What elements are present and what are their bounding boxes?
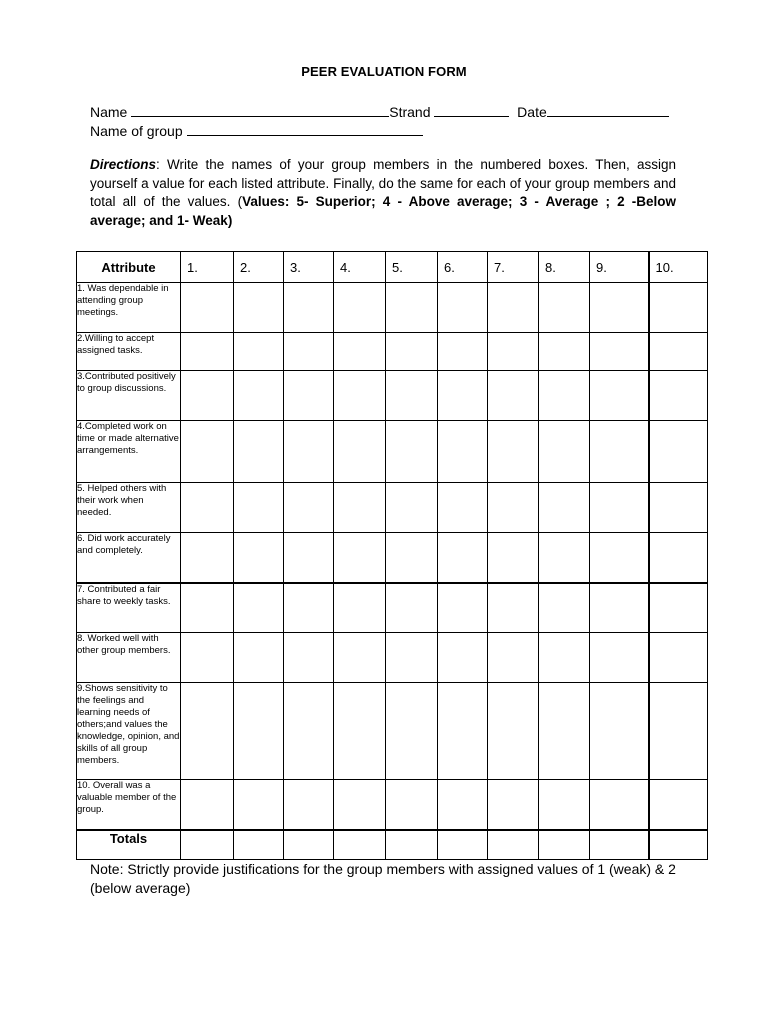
rating-cell[interactable]	[649, 780, 708, 830]
name-strand-date-line	[90, 102, 669, 120]
rating-cell[interactable]	[181, 283, 234, 333]
rating-cell[interactable]	[284, 583, 334, 633]
rating-cell[interactable]	[284, 780, 334, 830]
table-row	[77, 533, 708, 583]
rating-cell[interactable]	[438, 583, 488, 633]
rating-cell[interactable]	[386, 371, 438, 421]
attribute-label: 9.Shows sensitivity to the feelings and learning needs of others;and values the knowledge, opinion, and skills of all group members.	[77, 683, 181, 780]
rating-cell[interactable]	[181, 483, 234, 533]
rating-cell[interactable]	[649, 583, 708, 633]
rating-cell[interactable]	[539, 421, 590, 483]
rating-cell[interactable]	[488, 371, 539, 421]
rating-cell[interactable]	[488, 780, 539, 830]
table-row	[77, 483, 708, 533]
table-row	[77, 780, 708, 830]
rating-cell[interactable]	[539, 633, 590, 683]
rating-cell[interactable]	[334, 333, 386, 371]
rating-cell[interactable]	[488, 283, 539, 333]
rating-cell[interactable]	[438, 780, 488, 830]
rating-cell[interactable]	[649, 283, 708, 333]
rating-cell[interactable]	[334, 583, 386, 633]
rating-cell[interactable]	[590, 483, 649, 533]
total-cell[interactable]	[488, 830, 539, 860]
rating-cell[interactable]	[386, 483, 438, 533]
attribute-label: 7. Contributed a fair share to weekly tasks.	[77, 583, 181, 633]
strand-field[interactable]	[434, 102, 509, 117]
rating-cell[interactable]	[590, 371, 649, 421]
total-cell[interactable]	[649, 830, 708, 860]
total-cell[interactable]	[438, 830, 488, 860]
rating-cell[interactable]	[539, 780, 590, 830]
rating-cell[interactable]	[386, 421, 438, 483]
table-header-row	[77, 252, 708, 283]
rating-cell[interactable]	[649, 683, 708, 780]
rating-cell[interactable]	[334, 483, 386, 533]
rating-cell[interactable]	[590, 333, 649, 371]
rating-cell[interactable]	[438, 371, 488, 421]
rating-cell[interactable]	[438, 633, 488, 683]
table-row	[77, 583, 708, 633]
rating-cell[interactable]	[181, 333, 234, 371]
rating-cell[interactable]	[334, 633, 386, 683]
rating-cell[interactable]	[488, 583, 539, 633]
total-cell[interactable]	[284, 830, 334, 860]
rating-cell[interactable]	[590, 283, 649, 333]
attribute-label: 3.Contributed positively to group discussions.	[77, 371, 181, 421]
rating-cell[interactable]	[590, 533, 649, 583]
rating-cell[interactable]	[539, 333, 590, 371]
directions-paragraph	[90, 156, 676, 230]
rating-cell[interactable]	[386, 533, 438, 583]
rating-cell[interactable]	[438, 683, 488, 780]
member-column-header: 5.	[386, 252, 438, 283]
rating-cell[interactable]	[386, 583, 438, 633]
rating-cell[interactable]	[181, 533, 234, 583]
member-column-header: 10.	[649, 252, 708, 283]
rating-cell[interactable]	[539, 683, 590, 780]
rating-cell[interactable]	[488, 333, 539, 371]
rating-cell[interactable]	[386, 683, 438, 780]
rating-cell[interactable]	[649, 421, 708, 483]
rating-cell[interactable]	[284, 283, 334, 333]
rating-cell[interactable]	[488, 483, 539, 533]
name-field[interactable]	[131, 102, 389, 117]
rating-cell[interactable]	[649, 371, 708, 421]
member-column-header: 3.	[284, 252, 334, 283]
rating-cell[interactable]	[284, 371, 334, 421]
total-cell[interactable]	[539, 830, 590, 860]
member-column-header: 2.	[234, 252, 284, 283]
rating-cell[interactable]	[488, 683, 539, 780]
total-cell[interactable]	[181, 830, 234, 860]
rating-cell[interactable]	[488, 533, 539, 583]
rating-cell[interactable]	[438, 421, 488, 483]
rating-cell[interactable]	[590, 583, 649, 633]
rating-cell[interactable]	[539, 371, 590, 421]
form-title: PEER EVALUATION FORM	[301, 64, 467, 79]
rating-cell[interactable]	[590, 683, 649, 780]
attribute-label: 2.Willing to accept assigned tasks.	[77, 333, 181, 371]
attribute-label: 8. Worked well with other group members.	[77, 633, 181, 683]
note-text: Note: Strictly provide justifications for the group members with assigned values of 1 (weak) & 2 (below average)	[90, 861, 676, 896]
strand-label: Strand	[389, 104, 431, 120]
table-row	[77, 333, 708, 371]
rating-cell[interactable]	[334, 371, 386, 421]
rating-cell[interactable]	[284, 533, 334, 583]
rating-cell[interactable]	[234, 421, 284, 483]
date-label: Date	[517, 104, 547, 120]
rating-cell[interactable]	[438, 483, 488, 533]
rating-cell[interactable]	[649, 333, 708, 371]
rating-cell[interactable]	[334, 780, 386, 830]
rating-cell[interactable]	[334, 421, 386, 483]
member-column-header: 1.	[181, 252, 234, 283]
rating-cell[interactable]	[438, 283, 488, 333]
directions-lead: Directions	[90, 157, 157, 172]
attribute-label: 5. Helped others with their work when needed.	[77, 483, 181, 533]
rating-cell[interactable]	[284, 683, 334, 780]
rating-cell[interactable]	[234, 333, 284, 371]
rating-cell[interactable]	[284, 633, 334, 683]
rating-cell[interactable]	[386, 333, 438, 371]
rating-cell[interactable]	[438, 333, 488, 371]
rating-cell[interactable]	[539, 533, 590, 583]
rating-cell[interactable]	[234, 683, 284, 780]
attribute-label: 1. Was dependable in attending group meetings.	[77, 283, 181, 333]
group-label: Name of group	[90, 123, 183, 139]
table-row	[77, 371, 708, 421]
member-column-header: 6.	[438, 252, 488, 283]
member-column-header: 7.	[488, 252, 539, 283]
rating-cell[interactable]	[234, 583, 284, 633]
rating-cell[interactable]	[284, 333, 334, 371]
rating-cell[interactable]	[386, 283, 438, 333]
rating-cell[interactable]	[539, 583, 590, 633]
table-row	[77, 633, 708, 683]
rating-cell[interactable]	[334, 283, 386, 333]
rating-cell[interactable]	[181, 683, 234, 780]
date-field[interactable]	[547, 102, 669, 117]
rating-cell[interactable]	[234, 633, 284, 683]
total-cell[interactable]	[386, 830, 438, 860]
total-cell[interactable]	[334, 830, 386, 860]
evaluation-table	[76, 251, 708, 860]
member-column-header: 4.	[334, 252, 386, 283]
rating-cell[interactable]	[590, 780, 649, 830]
rating-cell[interactable]	[386, 633, 438, 683]
rating-cell[interactable]	[590, 633, 649, 683]
values-scale: Values: 5- Superior; 4 - Above average; 3 - Average ; 2 -Below average; and 1- Weak)	[90, 194, 676, 228]
totals-label: Totals	[77, 830, 181, 860]
rating-cell[interactable]	[488, 421, 539, 483]
rating-cell[interactable]	[234, 371, 284, 421]
rating-cell[interactable]	[649, 533, 708, 583]
totals-row	[77, 830, 708, 860]
rating-cell[interactable]	[334, 533, 386, 583]
attribute-header: Attribute	[77, 252, 181, 283]
total-cell[interactable]	[590, 830, 649, 860]
group-name-field[interactable]	[187, 121, 423, 136]
rating-cell[interactable]	[649, 633, 708, 683]
rating-cell[interactable]	[181, 633, 234, 683]
attribute-label: 6. Did work accurately and completely.	[77, 533, 181, 583]
rating-cell[interactable]	[649, 483, 708, 533]
attribute-label: 10. Overall was a valuable member of the group.	[77, 780, 181, 830]
rating-cell[interactable]	[488, 633, 539, 683]
rating-cell[interactable]	[181, 583, 234, 633]
name-label: Name	[90, 104, 128, 120]
member-column-header: 9.	[590, 252, 649, 283]
rating-cell[interactable]	[234, 533, 284, 583]
table-row	[77, 283, 708, 333]
total-cell[interactable]	[234, 830, 284, 860]
table-row	[77, 421, 708, 483]
rating-cell[interactable]	[539, 283, 590, 333]
table-row	[77, 683, 708, 780]
attribute-label: 4.Completed work on time or made alternative arrangements.	[77, 421, 181, 483]
rating-cell[interactable]	[181, 421, 234, 483]
rating-cell[interactable]	[284, 421, 334, 483]
rating-cell[interactable]	[590, 421, 649, 483]
rating-cell[interactable]	[234, 780, 284, 830]
rating-cell[interactable]	[539, 483, 590, 533]
rating-cell[interactable]	[234, 283, 284, 333]
rating-cell[interactable]	[334, 683, 386, 780]
rating-cell[interactable]	[386, 780, 438, 830]
rating-cell[interactable]	[438, 533, 488, 583]
rating-cell[interactable]	[284, 483, 334, 533]
rating-cell[interactable]	[234, 483, 284, 533]
member-column-header: 8.	[539, 252, 590, 283]
directions-text: : Write the names of your group members in the numbered boxes. Then, assign yourself a value for each listed attribute. Finally, do the same for each of your group members and total all of the values. (	[90, 157, 676, 209]
rating-cell[interactable]	[181, 371, 234, 421]
group-line	[90, 121, 423, 139]
rating-cell[interactable]	[181, 780, 234, 830]
